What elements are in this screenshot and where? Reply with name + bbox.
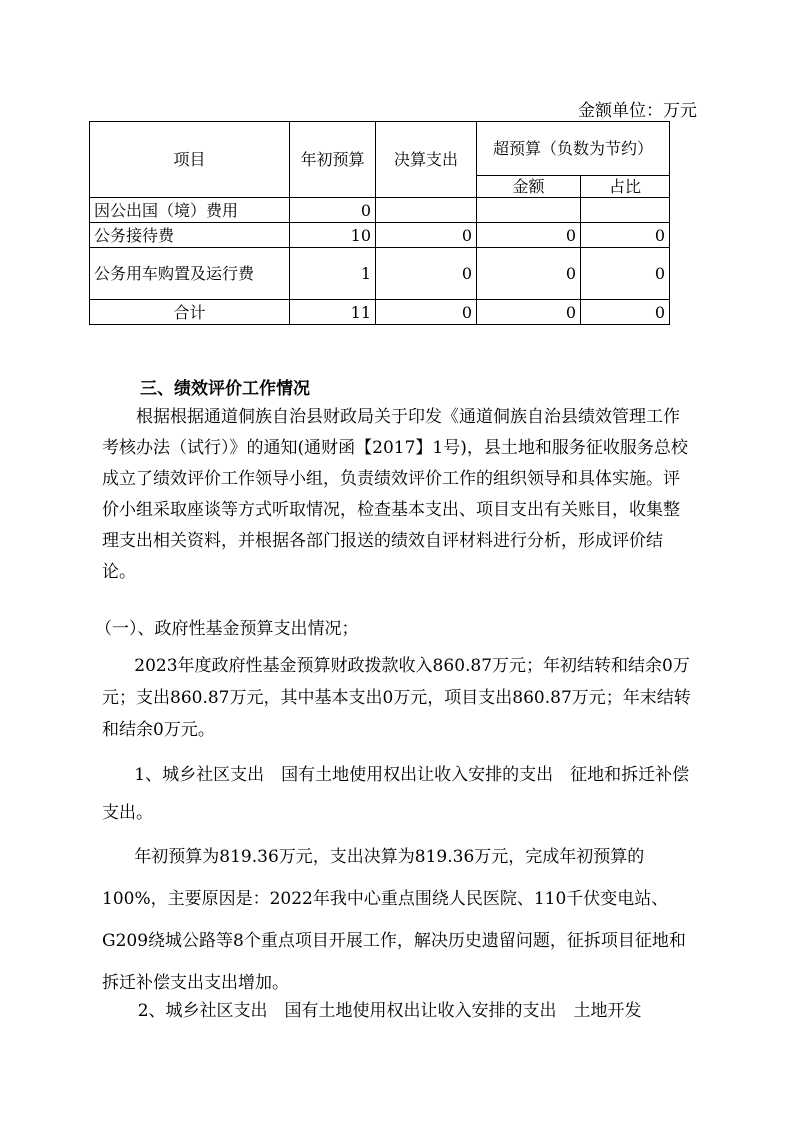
list-item-1 <box>102 756 692 832</box>
row-ratio: 0 <box>581 300 670 325</box>
paragraph-fund <box>102 650 692 746</box>
header-over: 超预算（负数为节约） <box>477 122 670 176</box>
row-budget: 0 <box>290 198 376 223</box>
table-row <box>90 223 670 248</box>
header-actual: 决算支出 <box>376 122 477 198</box>
subheading-text: （一）、政府性基金预算支出情况； <box>95 619 359 639</box>
row-name: 合计 <box>90 300 290 325</box>
header-item: 项目 <box>90 122 290 198</box>
section-title: 三、绩效评价工作情况 <box>140 379 310 399</box>
list-item-text: 2、城乡社区支出 国有土地使用权出让收入安排的支出 土地开发 <box>137 1001 642 1021</box>
row-name: 公务接待费 <box>90 223 290 248</box>
row-actual: 0 <box>376 248 477 300</box>
paragraph-evaluation <box>102 402 692 588</box>
row-ratio <box>581 198 670 223</box>
row-name: 因公出国（境）费用 <box>90 198 290 223</box>
row-actual <box>376 198 477 223</box>
row-amount: 0 <box>477 248 581 300</box>
row-amount: 0 <box>477 223 581 248</box>
row-actual: 0 <box>376 223 477 248</box>
row-amount: 0 <box>477 300 581 325</box>
row-ratio: 0 <box>581 248 670 300</box>
budget-table <box>89 121 670 325</box>
unit-label: 金额单位：万元 <box>578 101 697 121</box>
paragraph-text: 2023年度政府性基金预算财政拨款收入860.87万元；年初结转和结余0万元；支出860.87万元，其中基本支出0万元，项目支出860.87万元；年末结转和结余0万元。 <box>102 656 691 740</box>
table-row <box>90 198 670 223</box>
row-budget: 10 <box>290 223 376 248</box>
table-row-total <box>90 300 670 325</box>
subheading <box>95 614 685 645</box>
row-budget: 11 <box>290 300 376 325</box>
list-item-2 <box>102 996 692 1026</box>
header-budget: 年初预算 <box>290 122 376 198</box>
paragraph-text: 年初预算为819.36万元，支出决算为819.36万元，完成年初预算的100%，主要原因是：2022年我中心重点围绕人民医院、110千伏变电站、G209绕城公路等8个重点项目开展工作，解决历史遗留问题，征拆项目征地和拆迁补偿支出支出增加。 <box>102 847 686 993</box>
table-row <box>90 248 670 300</box>
list-item-text: 1、城乡社区支出 国有土地使用权出让收入安排的支出 征地和拆迁补偿支出。 <box>102 765 690 823</box>
row-ratio: 0 <box>581 223 670 248</box>
header-amount: 金额 <box>477 176 581 198</box>
row-name: 公务用车购置及运行费 <box>90 248 290 300</box>
row-amount <box>477 198 581 223</box>
row-actual: 0 <box>376 300 477 325</box>
row-budget: 1 <box>290 248 376 300</box>
paragraph-text: 根据根据通道侗族自治县财政局关于印发《通道侗族自治县绩效管理工作考核办法（试行）》的通知(通财函【2017】1号)，县土地和服务征收服务总校成立了绩效评价工作领导小组，负责绩效评价工作的组织领导和具体实施。评价小组采取座谈等方式听取情况，检查基本支出、项目支出有关账目，收集整理支出相关资料，并根据各部门报送的绩效自评材料进行分析，形成评价结论。 <box>102 407 688 582</box>
paragraph-budget <box>102 836 692 1004</box>
header-ratio: 占比 <box>581 176 670 198</box>
